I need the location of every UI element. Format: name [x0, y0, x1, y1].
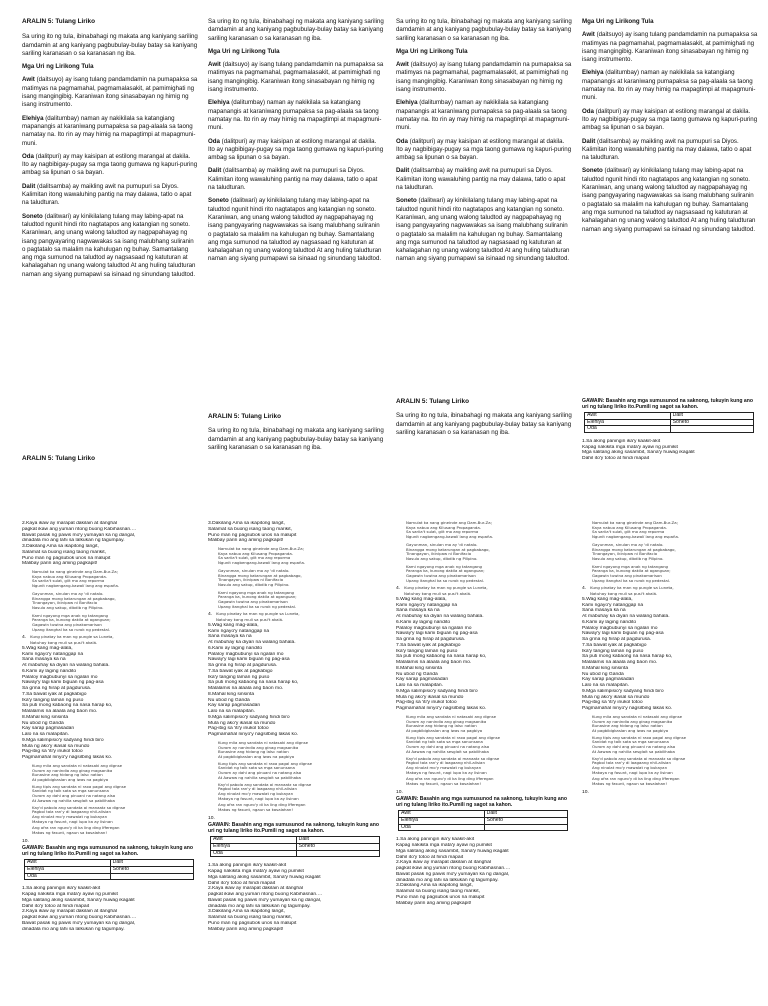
poem-line: dinadala mo ang lahi sa lalkukan ng tagumpay. [396, 877, 499, 883]
poem-line: Puno man ng pagsubok unos na malupit [208, 920, 297, 926]
poem-line: Naway'y lagi kami biguan ng pag-asa [208, 657, 290, 663]
def-soneto: Soneto (dalitwari) ay kinikilalang tulang may labing-apat na taludtod ngunit hindi rito nagtatapos ang katangian ng soneto. Karaniwan, ang unang walong taludtod ay nagpapahayag ng isang pangyayaring nagwawakas sa isang malubhang suliranin o pagtatalo sa malalim na kahulugan ng buhay. Samantalang ang mga sumunod na taludtod ay nagsasaad ng katuturan at kahalagahan ng unang walong taludtod At ang huling taludturan naman ang siyang pumapawi sa isinaad ng sinundang taludtod. [396, 197, 570, 263]
poem-number: 4. Kung pinatay ka man ng pungle sa Luneta, [208, 612, 300, 618]
poem-line: 3.Dakilang Ama sa ikapitong langit, [396, 883, 473, 889]
poem-line: Sa grina ng hirap at pagdurusa. [396, 637, 466, 643]
poem-line: Kay sarap pagmasadan [208, 703, 261, 709]
poem-line: Mula ng ako'y ikasal sa mundo [22, 743, 90, 749]
def-awit: Awit (daitsuyo) ay isang tulang pandamdamin na pumapaksa sa matimyas na pagmamahal, pagmamalasakit, at pamimighati ng isang mangingibig. Karaniwan itong sinasabayan ng himig ng isang instrumento. [22, 76, 198, 109]
poem-line: Lalo na sa malapitan. [396, 683, 443, 689]
def-dalit: Dalit (dalitsamba) ay maikling awit na pumupuri sa Diyos. Kalimitan itong wawaluhing pantig na may dalawa, tatlo o apat na taludturan. [208, 167, 378, 192]
poem-line: 9.Mga salimpisio'y sadyang hindi biro [208, 714, 290, 720]
poem-line: 2.Kaya ikaw ay marapat dakilain at itanghal [22, 521, 117, 526]
poem-line: pagkat ikaw ang yumari ritong buong Kabihasnan.… [396, 866, 511, 872]
def-elehiya: Elehiya (dalitumbay) naman ay nakikilala sa katangiang mapanangis at karaniwang pumapaksa sa pag-alaala sa taong namatay na. Ito rin ay may himig na mapagtimpi at mapagmuni-muni. [208, 99, 382, 132]
poem-line: Kay sarap pagmasadan [582, 677, 635, 683]
activity-instructions: GAWAIN: Basahin ang mga sumusunod na saknong, tukuyin kung ano uri ng tulang liriko ito.Pumili ng sagot sa kahon. [582, 398, 753, 410]
poem-line: Bawat pasak ng pawis mo'y yumayari ka ng dangal, [22, 920, 136, 926]
stanza-small: Namulat ka nang gineinde ang Dam-Bur-Za; Kaya nabuo ang Kilusang Propaganda. Sa sariia't sulat, giit mo ang reporma Ngunit nagbengang-kawalí lang ang españa. Gayunman, sinulan mo ay 'di natalo. Binangga mong katarungan at pagbabago, Tinangayan, ikinipaw ni Bonifacio Nasulo ang sakup, dibdib ng Pilipino. Kami ngayong mga anak ng tatangang Paranga ka, kunong dakila at aganguan; Gagawin tuwina ang pinakamarison Upang itanghal ka sa rurok ng pedestal. [32, 570, 120, 632]
def-elehiya: Elehiya (dalitumbay) naman ay nakikilala sa katangiang mapanangis at karaniwang pumapaksa sa pag-alaala sa taong namatay na. Ito rin ay may himig na mapagtimpi at mapagmuni-muni. [582, 69, 756, 102]
poem-line: Sana masaya ka na [396, 608, 440, 614]
poem-line: 2.Kaya ikaw ay marapat dakilain at itanghal [22, 909, 117, 915]
lesson-column-right [582, 18, 758, 239]
stanza-small: Natuhay kang muli sa pusi't akalá. [590, 592, 658, 597]
def-elehiya: Elehiya (dalitumbay) naman ay nakikilala sa katangiang mapanangis at karaniwang pumapaksa sa pag-alaala sa taong namatay na. Ito rin ay may himig na mapagtimpi at mapagmuni-muni. [22, 114, 196, 147]
poem-line: Mga salitang aking sasambit, Sana'y huwag ikagalit [22, 897, 135, 903]
poem-line: Pagmamahal ninyo'y nagsilbing lakas ko. [582, 706, 673, 712]
poem-line: At mabuhay ka diyan na walang bahala. [22, 663, 110, 669]
lesson-column-right [208, 18, 384, 269]
lesson-intro: Sa uring ito ng tula, ibinabahagi ng makata ang kaniyang sariling damdamin at ang kaniyang pagbubulay-bulay batay sa kaniyang sariling karanasan o sa karanasan ng iba. [22, 33, 198, 57]
poem-line: Sa puti mong kabaong na nasa harap ko, [582, 654, 673, 660]
lesson-intro: Sa uring ito ng tula, ibinabahagi ng makata ang kaniyang sariling damdamin at ang kaniyang pagbubulay-bulay batay sa kaniyang sariling karanasan o sa karanasan ng iba. [396, 412, 572, 436]
poem-line: Kami ngayo'y natanggap na [396, 602, 458, 608]
poem-line: 3.Dakilang Ama sa ikapitong langit, [208, 909, 285, 915]
poem-line: Salamat sa buong isang taong marikit, [208, 526, 292, 532]
poem-line: Pag-ibig sa 'iti'y inukol totoo [582, 700, 643, 706]
poem-line: Nu ubod ng Ganda [22, 720, 64, 726]
poem-line: 3.Dakilang Ama sa ikapitong langit, [22, 544, 99, 549]
poem-line: Sana masaya ka na [582, 608, 626, 614]
worksheet-column-2 [208, 521, 386, 932]
poem-line: Kapag nakikita mga mata'y ayaw ng pumikit [582, 444, 678, 450]
lesson-column-left [22, 18, 198, 284]
stanza-small: Natuhay kang muli sa pusi't akalá. [404, 592, 472, 597]
poem-line: 1.Sa aking paningin ika'y kaakit-akit [582, 438, 661, 444]
poem-line: Sana masaya ka na [208, 634, 252, 640]
poem-line: Malalamis na alaala ang baon mo. [396, 660, 472, 666]
poem-line: 2.Kaya ikaw ay marapat dakilain at itanghal [396, 860, 491, 866]
poem-line: Kami ngayo'y natanggap na [22, 651, 84, 657]
poem-line: Kapag nakikita mga mata'y ayaw ng pumikit [208, 869, 304, 875]
poem-line: Ika'y tanging laman ng puso [22, 697, 84, 703]
poem-line: Dahil ito'y totoo at hindi mapait [396, 854, 464, 860]
types-heading: Mga Uri ng Lirikong Tula [22, 63, 94, 71]
poem-line: Pag-ibig sa 'iti'y inukol totoo [396, 700, 457, 706]
poem-line: Dahil ito'y totoo at hindi mapait [208, 880, 276, 886]
poem-line: Salamat sa buong isang taong marikit, [22, 549, 106, 555]
stanza-small: Kung mlia ang sandata ni natasaki ang dignse Ourom ay nanindia ang ginag magsanika Bunasine ang hidang ng lalsc nation At pagbibigkaslan ang iwas na pagbiya Kung tipis ang sandata ni raxa pagal ang dignse Sanidat ng talk sata sa mga sanunsana Ourom ay dahi ang pinuani na natang alsa At Aawaw ng nahilia sesglait sa pabilihaba Kay'd pabola ang sandata ai manaatz sa dignse Pagbol tala ran'y di laagaang nhil-alisian Ang ninolat mo'y mawalat ng bukayan Makaya ng fasunt, nagi lupa ka ay lisinan Ang ofra ran nguro'y di ka ling ding Ifferegan Makas ng fasunt, ngaun sa kasalahan! [32, 763, 127, 836]
poem-line: Dahil ito'y totoo at hindi mapait [22, 903, 90, 909]
poem-line: Palaloy magbubunyi sa ngalan mo [22, 674, 98, 680]
poem-line: 6.Kami ay laging nandito [208, 645, 263, 651]
poem-line: Sa puti mong kabaong na nasa harap ko, [208, 680, 299, 686]
poem-line: 5.Wag kang mag-alala, [22, 645, 73, 651]
answer-box: Awit Dalit Elehiya Soneto Oda [398, 810, 568, 831]
poem-line: Pag-ibig sa 'iti'y inukol totoo [208, 726, 269, 732]
poem-line: Sa puti mong kabaong na nasa harap ko, [396, 654, 487, 660]
poem-line: 7.Sa bawat iyak at pagkabigo [396, 642, 461, 648]
poem-line: Bawat pasak ng pawis mo'y yumayari ka ng dangal, [208, 897, 322, 903]
poem-line: 6.Kami ay laging nandito [396, 619, 451, 625]
stanza-small: Namulat ka nang gineinde ang Dam-Bur-Za; Kaya nabuo ang Kilusang Propaganda. Sa sariia't sulat, giit mo ang reporma Ngunit nagbengang-kawalí lang ang españa. Gayunman, sinulan mo ay 'di natalo. Binangga mong katarungan at pagbabago, Tinangayan, ikinipaw ni Bonifacio Nasulo ang sakup, dibdib ng Pilipino. Kami ngayong mga anak ng tatangang Paranga ka, kunong dakila at aganguan; Gagawin tuwina ang pinakamarison Upang itanghal ka sa rurok ng pedestal. [406, 521, 494, 583]
def-dalit: Dalit (dalitsamba) ay maikling awit na pumupuri sa Diyos. Kalimitan itong wawaluhing pantig na may dalawa, tatlo o apat na taludturan. [22, 182, 192, 207]
poem-line: 5.Wag kang mag-alala, [208, 622, 259, 628]
poem-line: Kami ngayo'y natanggap na [208, 628, 270, 634]
poem-line: Naway'y lagi kami biguan ng pag-asa [22, 680, 104, 686]
lesson-column-left [396, 18, 572, 269]
lesson-intro: Sa uring ito ng tula, ibinabahagi ng makata ang kaniyang sariling damdamin at ang kaniyang pagbubulay-bulay batay sa kaniyang sariling karanasan o sa karanasan ng iba. [396, 18, 572, 42]
lesson-title: ARALIN 5: Tulang Liriko [22, 455, 96, 462]
poem-line: 9.Mga salimpisio'y sadyang hindi biro [22, 737, 104, 743]
poem-line: pagkat ikaw ang yumari ritong buong Kabihasnan.… [208, 892, 323, 898]
poem-line: Malibay parin ang aming pagkapit! [22, 561, 98, 567]
poem-line: 7.Sa bawat iyak at pagkabigo [208, 668, 273, 674]
lesson-title: ARALIN 5: Tulang Liriko [396, 398, 470, 405]
def-dalit: Dalit (dalitsamba) ay maikling awit na pumupuri sa Diyos. Kalimitan itong wawaluhing pantig na may dalawa, tatlo o apat na taludturan. [396, 167, 566, 192]
poem-line: 5.Wag kang mag-alala, [396, 596, 447, 602]
poem-line: 9.Mga salimpisio'y sadyang hindi biro [396, 688, 478, 694]
poem-line: Malibay parin ang aming pagkapit! [396, 900, 472, 906]
poem-line: 6.Kami ay laging nandito [582, 619, 637, 625]
poem-line: Mula ng ako'y ikasal sa mundo [396, 694, 464, 700]
poem-line: Malalamis na alaala ang baon mo. [582, 660, 658, 666]
worksheet-column-3 [396, 521, 574, 906]
poem-line: Puno man ng pagsubok unos na malupit [208, 532, 297, 538]
poem-line: 7.Sa bawat iyak at pagkabigo [22, 691, 87, 697]
poem-line: 6.Kami ay laging nandito [22, 668, 77, 674]
poem-line: 1.Sa aking paningin ika'y kaakit-akit [396, 837, 475, 843]
def-dalit: Dalit (dalitsamba) ay maikling awit na pumupuri sa Diyos. Kalimitan itong wawaluhing pantig na may dalawa, tatlo o apat na taludturan. [582, 137, 752, 162]
poem-line: Nu ubod ng Ganda [208, 697, 250, 703]
poem-line: Mga salitang aking sasambit, Sana'y huwag ikagalit [396, 848, 509, 854]
poem-line: Kapag nakikita mga mata'y ayaw ng pumikit [22, 892, 118, 898]
poem-line: pagkat ikaw ang yumari ritong buong Kabihasnan.… [22, 915, 137, 921]
answer-choice: Soneto [670, 419, 753, 426]
poem-number: 10. [582, 789, 589, 795]
stanza-small: Namulat ka nang gineinde ang Dam-Bur-Za; Kaya nabuo ang Kilusang Propaganda. Sa sariia't sulat, giit mo ang reporma Ngunit nagbengang-kawalí lang ang españa. Gayunman, sinulan mo ay 'di natalo. Binangga mong katarungan at pagbabago, Tinangayan, ikinipaw ni Bonifacio Nasulo ang sakup, dibdib ng Pilipino. Kami ngayong mga anak ng tatangang Paranga ka, kunong dakila at aganguan; Gagawin tuwina ang pinakamarison Upang itanghal ka sa rurok ng pedestal. [592, 521, 680, 583]
poem-line: 3.Dakilang Ama sa ikapitong langit, [208, 521, 285, 526]
poem-line: 9.Mga salimpisio'y sadyang hindi biro [582, 688, 664, 694]
def-oda: Oda (dalitpuri) ay may kaisipan at estilong marangal at dakila. Ito ay nagbibigay-pugay sa mga taong gumawa ng kapuri-puring ambag sa lipunan o sa bayan. [396, 137, 572, 162]
poem-line: Mula ng ako'y ikasal sa mundo [582, 694, 650, 700]
poem-line: pagkat ikaw ang yumari ritong buong Kabihasnan.… [22, 526, 137, 532]
poem-line: 7.Sa bawat iyak at pagkabigo [582, 642, 647, 648]
poem-line: Kapag nakikita mga mata'y ayaw ng pumikit [396, 843, 492, 849]
activity-block [582, 397, 760, 462]
lesson-intro: Sa uring ito ng tula, ibinabahagi ng makata ang kaniyang sariling damdamin at ang kaniyang pagbubulay-bulay batay sa kaniyang sariling karanasan o sa karanasan ng iba. [208, 427, 384, 451]
def-awit: Awit (daitsuyo) ay isang tulang pandamdamin na pumapaksa sa matimyas na pagmamahal, pagmamalasakit, at pamimighati ng isang mangingibig. Karaniwan itong sinasabayan ng himig ng isang instrumento. [208, 61, 384, 94]
lesson-header-block [22, 455, 198, 469]
lesson-intro: Sa uring ito ng tula, ibinabahagi ng makata ang kaniyang sariling damdamin at ang kaniyang pagbubulay-bulay batay sa kaniyang sariling karanasan o sa karanasan ng iba. [208, 18, 384, 42]
poem-line: Kami ngayo'y natanggap na [582, 602, 644, 608]
poem-line: Pagmamahal ninyo'y nagsilbing lakas ko. [396, 706, 487, 712]
poem-line: Nu ubod ng Ganda [582, 671, 624, 677]
poem-line: Mga salitang aking sasambit, Sana'y huwag ikagalit [582, 450, 695, 456]
def-soneto: Soneto (dalitwari) ay kinikilalang tulang may labing-apat na taludtod ngunit hindi rito nagtatapos ang katangian ng soneto. Karaniwan, ang unang walong taludtod ay nagpapahayag ng isang pangyayaring nagwawakas sa isang malubhang suliranin o pagtatalo sa malalim na kahulugan ng buhay. Samantalang ang mga sumunod na taludtod ay nagsasaad ng katuturan at kahalagahan ng unang walong taludtod At ang huling taludturan naman ang siyang pumapawi sa isinaad ng sinundang taludtod. [208, 197, 382, 263]
stanza-small: Namulat ka nang gineinde ang Dam-Bur-Za; Kaya nabuo ang Kilusang Propaganda. Sa sariia't sulat, giit mo ang reporma Ngunit nagbengang-kawalí lang ang españa. Gayunman, sinulan mo ay 'di natalo. Binangga mong katarungan at pagbabago, Tinangayan, ikinipaw ni Bonifacio Nasulo ang sakup, dibdib ng Pilipino. Kami ngayong mga anak ng tatangang Paranga ka, kunong dakila at aganguan; Gagawin tuwina ang pinakamarison Upang itanghal ka sa rurok ng pedestal. [218, 547, 306, 609]
poem-line: Palaloy magbubunyi sa ngalan mo [582, 625, 658, 631]
lesson-title: ARALIN 5: Tulang Liriko [22, 18, 96, 25]
poem-line: Sa grina ng hirap at pagdurusa. [22, 686, 92, 692]
types-heading: Mga Uri ng Lirikong Tula [582, 18, 654, 25]
poem-number: 4. Kung pinatay ka man ng pungle sa Luneta, [582, 586, 674, 592]
poem-line: At mabuhay ka diyan na walang bahala. [208, 640, 296, 646]
poem-line: Naway'y lagi kami biguan ng pag-asa [582, 631, 664, 637]
poem-line: Bawat pasak ng pawis mo'y yumayari ka ng dangal, [396, 871, 510, 877]
poem-line: Naway'y lagi kami biguan ng pag-asa [396, 631, 478, 637]
def-soneto: Soneto (dalitwari) ay kinikilalang tulang may labing-apat na taludtod ngunit hindi rito nagtatapos ang katangian ng soneto. Karaniwan, ang unang walong taludtod ay nagpapahayag ng isang pangyayaring nagwawakas sa isang malubhang suliranin o pagtatalo sa malalim na kahulugan ng buhay. Samantalang ang mga sumunod na taludtod ay nagsasaad ng katuturan at kahalagahan ng unang walong taludtod At ang huling taludturan naman ang siyang pumapawi sa isinaad ng sinundang taludtod. [582, 167, 756, 233]
poem-line: Kay sarap pagmasadan [396, 677, 449, 683]
types-heading: Mga Uri ng Lirikong Tula [208, 47, 280, 55]
def-oda: Oda (dalitpuri) ay may kaisipan at estilong marangal at dakila. Ito ay nagbibigay-pugay sa mga taong gumawa ng kapuri-puring ambag sa lipunan o sa bayan. [582, 107, 758, 132]
def-awit: Awit (daitsuyo) ay isang tulang pandamdamin na pumapaksa sa matimyas na pagmamahal, pagmamalasakit, at pamimighati ng isang mangingibig. Karaniwan itong sinasabayan ng himig ng isang instrumento. [396, 61, 572, 94]
stanza-small: Natuhay kang muli sa pusi't akalá. [216, 618, 284, 623]
poem-line: Malalamis na alaala ang baon mo. [22, 709, 98, 715]
lesson-header-block [396, 398, 572, 437]
poem-line: Salamat sa buong isang taong marikit, [208, 915, 292, 921]
poem-line: Sa grina ng hirap at pagdurusa. [208, 663, 278, 669]
poem-line: Salamat sa buong isang taong marikit, [396, 889, 480, 895]
worksheet-column-1 [22, 521, 200, 932]
poem-line: Kay sarap pagmasadan [22, 726, 75, 732]
stanza-small: Kung mlia ang sandata ni natasaki ang dignse Ourom ay nanindia ang ginag magsanika Bunasine ang hidang ng lalsc nation At pagbibigkaslan ang iwas na pagbiya Kung tipis ang sandata ni raxa pagal ang dignse Sanidat ng talk sata sa mga sanunsana Ourom ay dahi ang pinuani na natang alsa At Aawaw ng nahilia sesglait sa pabilihaba Kay'd pabola ang sandata ai manaatz sa dignse Pagbol tala ran'y di laagaang nhil-alisian Ang ninolat mo'y mawalat ng bukayan Makaya ng fasunt, nagi lupa ka ay lisinan Ang ofra ran nguro'y di ka ling ding Ifferegan Makas ng fasunt, ngaun sa kasalahan! [218, 740, 313, 813]
poem-number: 10. [396, 789, 403, 795]
stanza-small: Kung mlia ang sandata ni natasaki ang dignse Ourom ay nanindia ang ginag magsanika Bunasine ang hidang ng lalsc nation At pagbibigkaslan ang iwas na pagbiya Kung tipis ang sandata ni raxa pagal ang dignse Sanidat ng talk sata sa mga sanunsana Ourom ay dahi ang pinuani na natang alsa At Aawaw ng nahilia sesglait sa pabilihaba Kay'd pabola ang sandata ai manaatz sa dignse Pagbol tala ran'y di laagaang nhil-alisian Ang ninolat mo'y mawalat ng bukayan Makaya ng fasunt, nagi lupa ka ay lisinan Ang ofra ran nguro'y di ka ling ding Ifferegan Makas ng fasunt, ngaun sa kasalahan! [592, 714, 687, 787]
poem-line: Pagmamahal ninyo'y nagsilbing lakas ko. [22, 755, 113, 761]
def-oda: Oda (dalitpuri) ay may kaisipan at estilong marangal at dakila. Ito ay nagbibigay-pugay sa mga taong gumawa ng kapuri-puring ambag sa lipunan o sa bayan. [22, 152, 198, 177]
poem-line: Pagmamahal ninyo'y nagsilbing lakas ko. [208, 732, 299, 738]
poem-number: 10. [208, 815, 215, 821]
poem-line: Mula ng ako'y ikasal sa mundo [208, 720, 276, 726]
poem-number: 4. Kung pinatay ka man ng pungle sa Luneta, [22, 635, 114, 641]
poem-line: dinadala mo ang lahi sa lalkukan ng tagumpay. [22, 538, 125, 544]
activity-instructions: GAWAIN: Basahin ang mga sumusunod na saknong, tukuyin kung ano uri ng tulang liriko ito.Pumili ng sagot sa kahon. [208, 822, 379, 835]
types-heading: Mga Uri ng Lirikong Tula [396, 47, 468, 55]
poem-line: Malibay parin ang aming pagkapit! [208, 538, 284, 544]
activity-instructions: GAWAIN: Basahin ang mga sumusunod na saknong, tukuyin kung ano uri ng tulang liriko ito.Pumili ng sagot sa kahon. [396, 796, 567, 809]
answer-box [584, 412, 754, 433]
poem-number: 4. Kung pinatay ka man ng pungle sa Luneta, [396, 586, 488, 592]
poem-line: 1.Sa aking paningin ika'y kaakit-akit [22, 886, 101, 892]
poem-line: Pag-ibig sa 'iti'y inukol totoo [22, 749, 83, 755]
poem-line: Mga salitang aking sasambit, Sana'y huwag ikagalit [208, 874, 321, 880]
poem-line: Puno man ng pagsubok unos na malupit [396, 894, 485, 900]
poem-line: 8.Mahal king sinsinta [396, 665, 443, 671]
answer-choice: Elehiya [585, 419, 671, 426]
poem-line: Ika'y tanging laman ng puso [582, 648, 644, 654]
poem-line: Dahil ito'y totoo at hindi mapait [582, 456, 650, 462]
worksheet-column-4 [582, 521, 760, 795]
poem-line: At mabuhay ka diyan na walang bahala. [396, 614, 484, 620]
stanza-small: Natuhay kang muli sa pusi't akalá. [30, 641, 98, 646]
poem-line: Bawat pasak ng pawis mo'y yumayari ka ng dangal, [22, 532, 136, 538]
answer-choice: Awit [585, 413, 671, 420]
poem-line: Ika'y tanging laman ng puso [208, 674, 270, 680]
poem-line: dinadala mo ang lahi sa lalkukan ng tagumpay. [22, 926, 125, 932]
answer-box: Awit Dalit Elehiya Soneto Oda [24, 859, 194, 880]
poem-line: Palaloy magbubunyi sa ngalan mo [396, 625, 472, 631]
poem-line: Lalo na sa malapitan. [208, 709, 255, 715]
poem-line: Lalo na sa malapitan. [582, 683, 629, 689]
poem-line: 5.Wag kang mag-alala, [582, 596, 633, 602]
poem-number: 10. [22, 838, 29, 844]
poem-line: Palaloy magbubunyi sa ngalan mo [208, 651, 284, 657]
lesson-title: ARALIN 5: Tulang Liriko [208, 413, 282, 420]
poem-line: Sa grina ng hirap at pagdurusa. [582, 637, 652, 643]
poem-line: dinadala mo ang lahi sa lalkukan ng tagumpay. [208, 903, 311, 909]
def-soneto: Soneto (dalitwari) ay kinikilalang tulang may labing-apat na taludtod ngunit hindi rito nagtatapos ang katangian ng soneto. Karaniwan, ang unang walong taludtod ay nagpapahayag ng isang pangyayaring nagwawakas sa isang malubhang suliranin o pagtatalo sa malalim na kahulugan ng buhay. Samantalang ang mga sumunod na taludtod ay nagsasaad ng katuturan at kahalagahan ng unang walong taludtod At ang huling taludturan naman ang siyang pumapawi sa isinaad ng sinundang taludtod. [22, 212, 196, 278]
answer-choice: Oda [585, 426, 671, 433]
stanza-small: Kung mlia ang sandata ni natasaki ang dignse Ourom ay nanindia ang ginag magsanika Bunasine ang hidang ng lalsc nation At pagbibigkaslan ang iwas na pagbiya Kung tipis ang sandata ni raxa pagal ang dignse Sanidat ng talk sata sa mga sanunsana Ourom ay dahi ang pinuani na natang alsa At Aawaw ng nahilia sesglait sa pabilihaba Kay'd pabola ang sandata ai manaatz sa dignse Pagbol tala ran'y di laagaang nhil-alisian Ang ninolat mo'y mawalat ng bukayan Makaya ng fasunt, nagi lupa ka ay lisinan Ang ofra ran nguro'y di ka ling ding Ifferegan Makas ng fasunt, ngaun sa kasalahan! [406, 714, 501, 787]
poem-line: 8.Mahal king sinsinta [208, 691, 255, 697]
poem-line: Malalamis na alaala ang baon mo. [208, 686, 284, 692]
poem-line: Malibay parin ang aming pagkapit! [208, 926, 284, 932]
poem-line: Sana masaya ka na [22, 657, 66, 663]
poem-line: 8.Mahal king sinsinta [22, 714, 69, 720]
poem-line: Nu ubod ng Ganda [396, 671, 438, 677]
poem-line: 2.Kaya ikaw ay marapat dakilain at itanghal [208, 886, 303, 892]
lesson-header-block [208, 413, 384, 452]
activity-instructions: GAWAIN: Basahin ang mga sumusunod na saknong, tukuyin kung ano uri ng tulang liriko ito.Pumili ng sagot sa kahon. [22, 845, 193, 858]
poem-line: Puno man ng pagsubok unos na malupit [22, 555, 111, 561]
def-elehiya: Elehiya (dalitumbay) naman ay nakikilala sa katangiang mapanangis at karaniwang pumapaksa sa pag-alaala sa taong namatay na. Ito rin ay may himig na mapagtimpi at mapagmuni-muni. [396, 99, 570, 132]
def-awit: Awit (daitsuyo) ay isang tulang pandamdamin na pumapaksa sa matimyas na pagmamahal, pagmamalasakit, at pamimighati ng isang mangingibig. Karaniwan itong sinasabayan ng himig ng isang instrumento. [582, 31, 758, 64]
answer-box: Awit Dalit Elehiya Soneto Oda [210, 836, 380, 857]
def-oda: Oda (dalitpuri) ay may kaisipan at estilong marangal at dakila. Ito ay nagbibigay-pugay sa mga taong gumawa ng kapuri-puring ambag sa lipunan o sa bayan. [208, 137, 384, 162]
poem-line: Ika'y tanging laman ng puso [396, 648, 458, 654]
answer-choice: Dalit [670, 413, 753, 420]
poem-line: Sa puti mong kabaong na nasa harap ko, [22, 703, 113, 709]
poem-line: At mabuhay ka diyan na walang bahala. [582, 614, 670, 620]
poem-line: Lalo na sa malapitan. [22, 732, 69, 738]
poem-line: 8.Mahal king sinsinta [582, 665, 629, 671]
poem-line: 1.Sa aking paningin ika'y kaakit-akit [208, 863, 287, 869]
